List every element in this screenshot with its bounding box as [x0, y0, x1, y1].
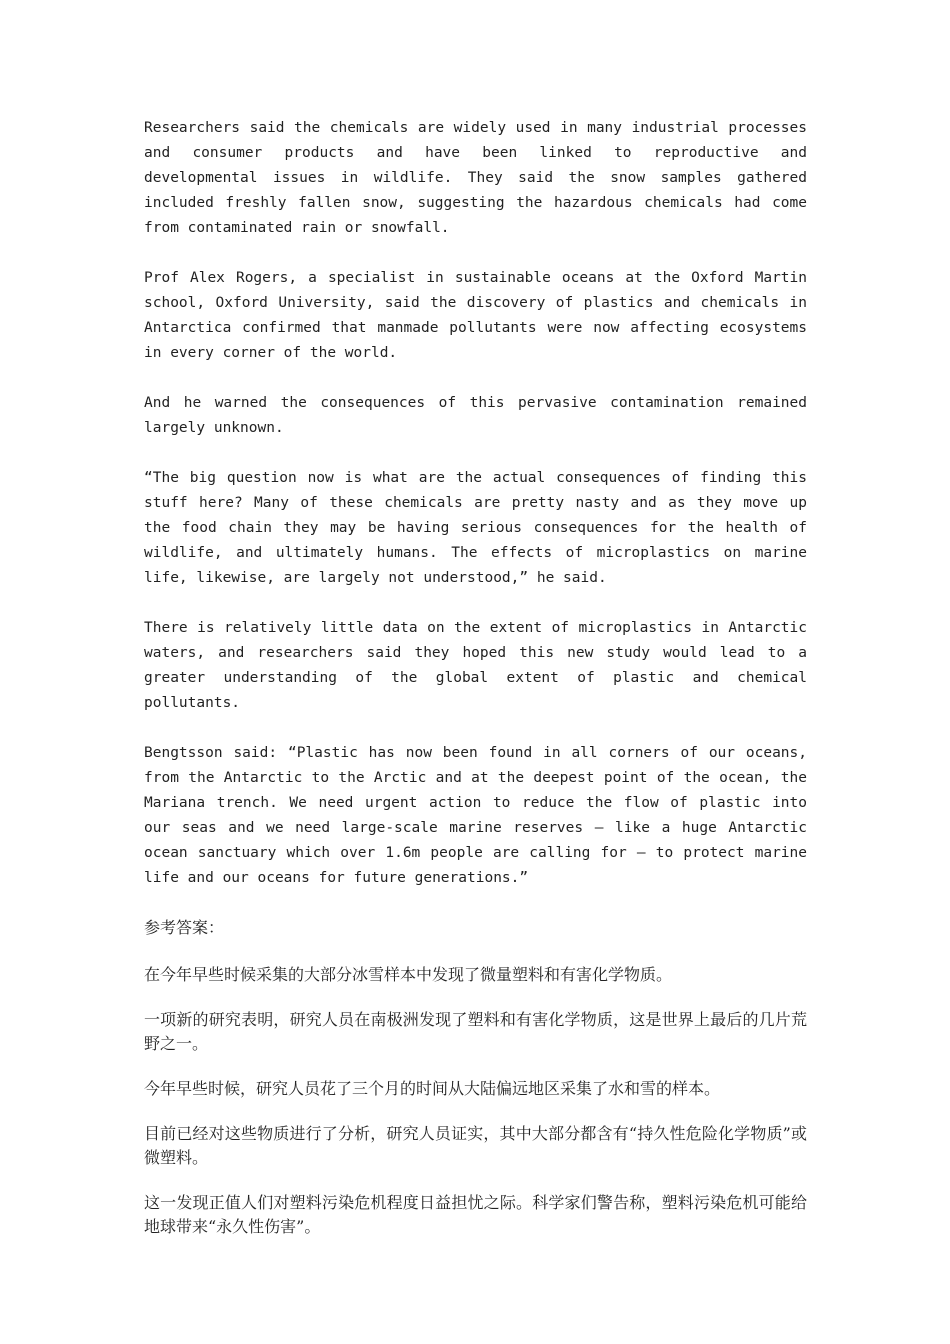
english-paragraph: And he warned the consequences of this pervasive contamination remained largely unknown.	[144, 395, 807, 436]
chinese-paragraph: 这一发现正值人们对塑料污染危机程度日益担忧之际。科学家们警告称，塑料污染危机可能给地球带来“永久性伤害”。	[144, 1193, 807, 1236]
chinese-paragraph: 目前已经对这些物质进行了分析，研究人员证实，其中大部分都含有“持久性危险化学物质”或微塑料。	[144, 1124, 807, 1167]
answer-heading: 参考答案：	[144, 918, 225, 937]
english-paragraph: Bengtsson said: “Plastic has now been found in all corners of our oceans, from the Antarctic to the Arctic and at the deepest point of the ocean, the Mariana trench. We need urgent action to reduce the flow of plastic into our seas and we need large-scale marine reserves – like a huge Antarctic ocean sanctuary which over 1.6m people are calling for – to protect marine life and our oceans for future generations.”	[144, 745, 807, 886]
english-paragraph: Prof Alex Rogers, a specialist in sustainable oceans at the Oxford Martin school, Oxford University, said the discovery of plastics and chemicals in Antarctica confirmed that manmade pollutants were now affecting ecosystems in every corner of the world.	[144, 270, 807, 361]
chinese-paragraph: 一项新的研究表明，研究人员在南极洲发现了塑料和有害化学物质，这是世界上最后的几片荒野之一。	[144, 1010, 807, 1053]
english-paragraph: “The big question now is what are the actual consequences of finding this stuff here? Many of these chemicals are pretty nasty and as they move up the food chain they may be having serious consequences for the health of wildlife, and ultimately humans. The effects of microplastics on marine life, likewise, are largely not understood,” he said.	[144, 470, 807, 586]
english-paragraph: There is relatively little data on the extent of microplastics in Antarctic waters, and researchers said they hoped this new study would lead to a greater understanding of the global extent of plastic and chemical pollutants.	[144, 620, 807, 711]
chinese-paragraph: 在今年早些时候采集的大部分冰雪样本中发现了微量塑料和有害化学物质。	[144, 965, 673, 984]
chinese-paragraph: 今年早些时候，研究人员花了三个月的时间从大陆偏远地区采集了水和雪的样本。	[144, 1079, 721, 1098]
english-paragraph: Researchers said the chemicals are widely used in many industrial processes and consumer products and have been linked to reproductive and developmental issues in wildlife. They said the snow samples gathered included freshly fallen snow, suggesting the hazardous chemicals had come from contaminated rain or snowfall.	[144, 120, 807, 236]
document-content	[144, 116, 807, 1260]
